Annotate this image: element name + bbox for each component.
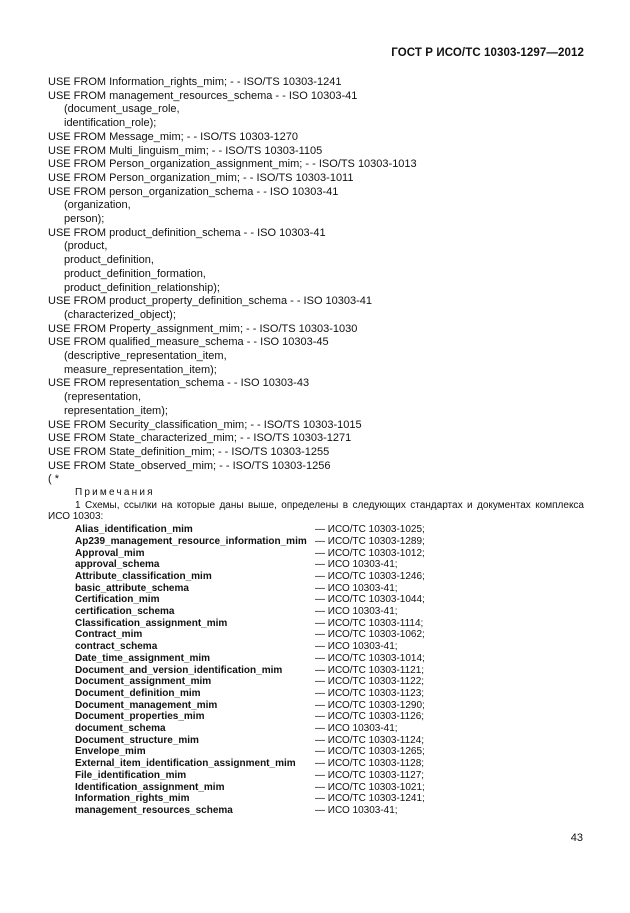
reference-row xyxy=(75,524,425,536)
reference-row xyxy=(75,676,425,688)
notes-section xyxy=(48,487,584,817)
schema-name: Contract_mim xyxy=(75,629,143,641)
schema-name: Classification_assignment_mim xyxy=(75,617,228,629)
reference-row xyxy=(75,606,425,618)
schema-name: Identification_assignment_mim xyxy=(75,781,225,793)
standard-reference: — ИСО/ТС 10303-1044; xyxy=(315,594,425,606)
schema-name: management_resources_schema xyxy=(75,804,233,816)
reference-row xyxy=(75,805,425,817)
schema-name: approval_schema xyxy=(75,559,160,571)
standard-reference: — ИСО 10303-41; xyxy=(315,606,398,618)
standard-reference: — ИСО/ТС 10303-1025; xyxy=(315,524,425,536)
code-line: USE FROM Multi_linguism_mim; - - ISO/TS 10303-1105 xyxy=(48,144,323,157)
standard-reference: — ИСО/ТС 10303-1122; xyxy=(315,676,425,688)
schema-name: document_schema xyxy=(75,723,166,735)
schema-name: Document_structure_mim xyxy=(75,734,199,746)
reference-row xyxy=(75,641,425,653)
code-line: USE FROM Security_classification_mim; - - ISO/TS 10303-1015 xyxy=(48,418,362,431)
code-line: USE FROM representation_schema - - ISO 10303-43 xyxy=(48,377,310,390)
code-line: (descriptive_representation_item, xyxy=(64,350,227,363)
code-line: USE FROM Message_mim; - - ISO/TS 10303-1270 xyxy=(48,130,299,143)
standard-reference: — ИСО 10303-41; xyxy=(315,723,398,735)
reference-row xyxy=(75,723,425,735)
reference-row xyxy=(75,571,425,583)
schema-name: Document_definition_mim xyxy=(75,687,201,699)
reference-row xyxy=(75,665,425,677)
reference-row xyxy=(75,559,425,571)
standard-reference: — ИСО/ТС 10303-1241; xyxy=(315,793,425,805)
code-line: USE FROM Person_organization_mim; - - ISO/TS 10303-1011 xyxy=(48,171,354,184)
standard-reference: — ИСО/ТС 10303-1012; xyxy=(315,547,425,559)
page-number: 43 xyxy=(570,832,583,844)
code-line: (organization, xyxy=(64,199,131,212)
schema-name: Date_time_assignment_mim xyxy=(75,652,211,664)
reference-row xyxy=(75,793,425,805)
reference-row xyxy=(75,536,425,548)
code-line: USE FROM State_observed_mim; - - ISO/TS 10303-1256 xyxy=(48,459,331,472)
reference-row xyxy=(75,594,425,606)
schema-name: Information_rights_mim xyxy=(75,793,190,805)
schema-name: Envelope_mim xyxy=(75,746,146,758)
standard-reference: — ИСО 10303-41; xyxy=(315,641,398,653)
schema-name: contract_schema xyxy=(75,641,158,653)
reference-row xyxy=(75,758,425,770)
schema-name: Approval_mim xyxy=(75,547,145,559)
schema-name: External_item_identification_assignment_mim xyxy=(75,758,296,770)
schema-name: File_identification_mim xyxy=(75,769,187,781)
code-line: USE FROM State_definition_mim; - - ISO/TS 10303-1255 xyxy=(48,445,330,458)
schema-name: Certification_mim xyxy=(75,594,160,606)
code-line: USE FROM Person_organization_assignment_mim; - - ISO/TS 10303-1013 xyxy=(48,158,417,171)
schema-name: Document_and_version_identification_mim xyxy=(75,664,283,676)
reference-row xyxy=(75,700,425,712)
express-code-block xyxy=(48,76,588,487)
code-line: measure_representation_item); xyxy=(64,363,217,376)
standard-reference: — ИСО/ТС 10303-1121; xyxy=(315,664,425,676)
schema-name: Document_assignment_mim xyxy=(75,676,212,688)
standard-reference: — ИСО/ТС 10303-1128; xyxy=(315,758,425,770)
code-line: product_definition_formation, xyxy=(64,267,206,280)
reference-row xyxy=(75,653,425,665)
standard-reference: — ИСО/ТС 10303-1014; xyxy=(315,652,425,664)
code-line: USE FROM State_characterized_mim; - - ISO/TS 10303-1271 xyxy=(48,432,352,445)
code-line: USE FROM Property_assignment_mim; - - ISO/TS 10303-1030 xyxy=(48,322,358,335)
reference-row xyxy=(75,711,425,723)
standard-reference: — ИСО/ТС 10303-1127; xyxy=(315,769,425,781)
standard-reference: — ИСО/ТС 10303-1114; xyxy=(315,617,424,629)
standard-reference: — ИСО/ТС 10303-1126; xyxy=(315,711,425,723)
code-line: ( * xyxy=(48,473,59,486)
schema-name: Alias_identification_mim xyxy=(75,524,193,536)
code-line: product_definition, xyxy=(64,254,154,267)
reference-row xyxy=(75,688,425,700)
code-line: USE FROM management_resources_schema - - ISO 10303-41 xyxy=(48,89,358,102)
code-line: identification_role); xyxy=(64,117,157,130)
code-line: (document_usage_role, xyxy=(64,103,180,116)
code-line: USE FROM person_organization_schema - - ISO 10303-41 xyxy=(48,185,339,198)
reference-row xyxy=(75,548,425,560)
code-line: USE FROM product_property_definition_schema - - ISO 10303-41 xyxy=(48,295,373,308)
reference-row xyxy=(75,583,425,595)
schema-name: Document_properties_mim xyxy=(75,711,205,723)
code-line: person); xyxy=(64,213,105,226)
code-line: (characterized_object); xyxy=(64,308,176,321)
reference-row xyxy=(75,629,425,641)
standard-reference: — ИСО/ТС 10303-1062; xyxy=(315,629,425,641)
code-line: representation_item); xyxy=(64,404,168,417)
standard-reference: — ИСО/ТС 10303-1123; xyxy=(315,687,425,699)
schema-reference-table xyxy=(75,524,425,817)
standard-reference: — ИСО/ТС 10303-1246; xyxy=(315,570,425,582)
standard-reference: — ИСО/ТС 10303-1290; xyxy=(315,699,425,711)
notes-title: Примечания xyxy=(75,487,155,498)
code-line: USE FROM Information_rights_mim; - - ISO/TS 10303-1241 xyxy=(48,76,342,88)
standard-reference: — ИСО 10303-41; xyxy=(315,582,398,594)
reference-row xyxy=(75,618,425,630)
standard-reference: — ИСО 10303-41; xyxy=(315,804,398,816)
standard-reference: — ИСО/ТС 10303-1124; xyxy=(315,734,425,746)
reference-row xyxy=(75,746,425,758)
standard-reference: — ИСО/ТС 10303-1021; xyxy=(315,781,425,793)
code-line: (product, xyxy=(64,240,108,253)
schema-name: Ap239_management_resource_information_mim xyxy=(75,535,307,547)
code-line: USE FROM qualified_measure_schema - - ISO 10303-45 xyxy=(48,336,329,349)
standard-reference: — ИСО 10303-41; xyxy=(315,559,398,571)
schema-name: certification_schema xyxy=(75,606,175,618)
reference-row xyxy=(75,782,425,794)
reference-row xyxy=(75,770,425,782)
schema-name: Attribute_classification_mim xyxy=(75,570,212,582)
notes-intro: 1 Схемы, ссылки на которые даны выше, определены в следующих стандартах и документах комплекса ИСО 10303: xyxy=(48,499,584,523)
standard-reference: — ИСО/ТС 10303-1265; xyxy=(315,746,425,758)
code-line: USE FROM product_definition_schema - - ISO 10303-41 xyxy=(48,226,326,239)
code-line: product_definition_relationship); xyxy=(64,281,220,294)
schema-name: Document_management_mim xyxy=(75,699,218,711)
document-header: ГОСТ Р ИСО/ТС 10303-1297—2012 xyxy=(391,47,584,59)
reference-row xyxy=(75,735,425,747)
standard-reference: — ИСО/ТС 10303-1289; xyxy=(315,535,425,547)
code-line: (representation, xyxy=(64,391,142,404)
schema-name: basic_attribute_schema xyxy=(75,582,189,594)
